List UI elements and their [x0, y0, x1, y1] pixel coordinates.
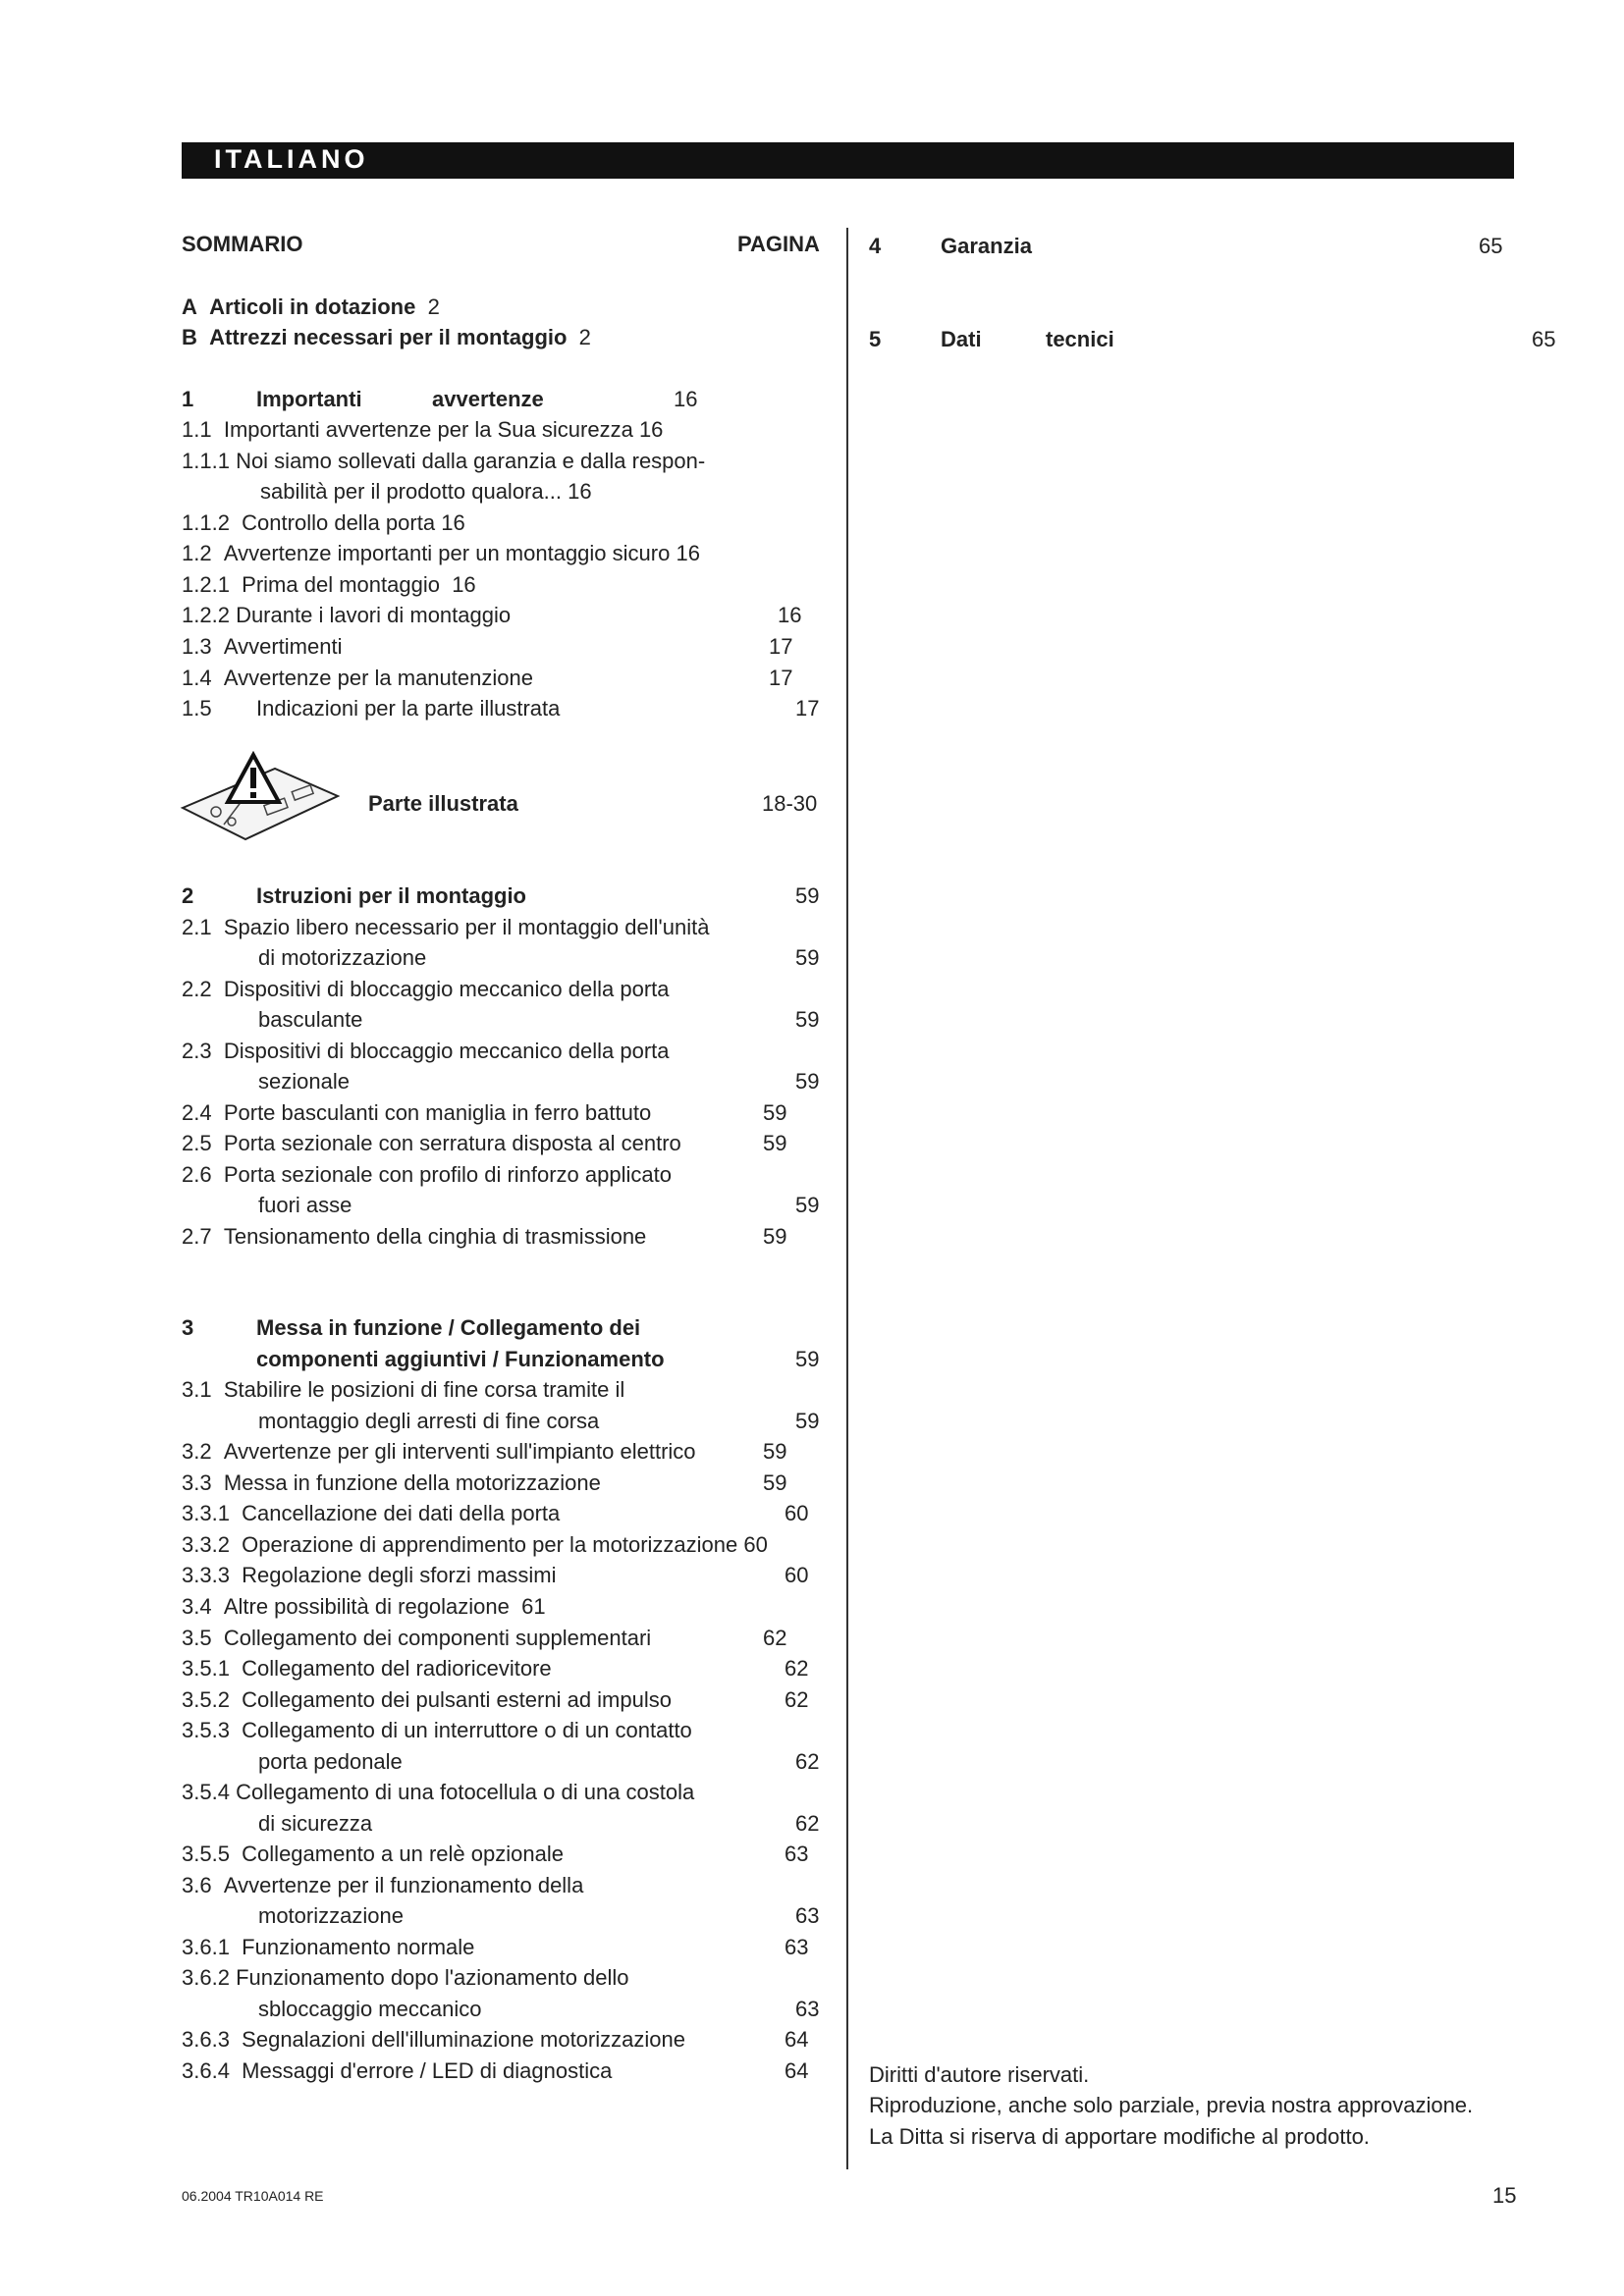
- toc-entry: 3.3 Messa in funzione della motorizzazione: [182, 1470, 601, 1495]
- page-column-heading: PAGINA: [737, 232, 820, 256]
- toc-page: 59: [795, 1409, 820, 1433]
- toc-entry: 2.7 Tensionamento della cinghia di trasmissione: [182, 1224, 647, 1249]
- toc-section-number: 2: [182, 883, 194, 908]
- toc-page: 63: [795, 1997, 820, 2021]
- toc-page: 59: [763, 1100, 787, 1125]
- toc-entry-cont: fuori asse: [258, 1193, 352, 1217]
- toc-page: 59: [763, 1439, 787, 1464]
- toc-entry: 3.5.1 Collegamento del radioricevitore: [182, 1656, 552, 1681]
- toc-page: 59: [795, 883, 820, 908]
- toc-entry: 3.6.1 Funzionamento normale: [182, 1935, 475, 1959]
- toc-entry: 3.4 Altre possibilità di regolazione 61: [182, 1594, 546, 1619]
- toc-entry: 3.3.3 Regolazione degli sforzi massimi: [182, 1563, 557, 1587]
- toc-entry: 3.5.2 Collegamento dei pulsanti esterni ad impulso: [182, 1687, 672, 1712]
- toc-entry: 2.5 Porta sezionale con serratura disposta al centro: [182, 1131, 681, 1155]
- toc-section-title-cont: tecnici: [1046, 327, 1114, 351]
- toc-entry: 2.4 Porte basculanti con maniglia in ferro battuto: [182, 1100, 652, 1125]
- toc-page: 59: [795, 1347, 820, 1371]
- toc-entry: 1.2.2 Durante i lavori di montaggio: [182, 603, 512, 627]
- language-banner: [182, 142, 1514, 179]
- toc-entry: 3.6 Avvertenze per il funzionamento della: [182, 1873, 584, 1897]
- toc-page: 62: [763, 1626, 787, 1650]
- toc-section-number: 1: [182, 387, 194, 411]
- toc-page: 18-30: [762, 791, 818, 816]
- toc-page: 59: [795, 1007, 820, 1032]
- toc-entry: 3.5 Collegamento dei componenti supplementari: [182, 1626, 652, 1650]
- copyright-line: Riproduzione, anche solo parziale, previa nostra approvazione.: [869, 2093, 1474, 2117]
- toc-page: 65: [1479, 234, 1503, 258]
- toc-page: 17: [769, 666, 793, 690]
- toc-page: 59: [795, 1069, 820, 1094]
- toc-entry-title: Indicazioni per la parte illustrata: [256, 696, 561, 721]
- toc-page: 16: [674, 387, 698, 411]
- toc-entry: 1.2.1 Prima del montaggio 16: [182, 572, 476, 597]
- toc-page: 62: [785, 1656, 809, 1681]
- toc-entry-number: 1.5: [182, 696, 212, 721]
- toc-entry: 2.2 Dispositivi di bloccaggio meccanico della porta: [182, 977, 670, 1001]
- toc-page: 62: [795, 1749, 820, 1774]
- toc-entry: 3.3.2 Operazione di apprendimento per la motorizzazione 60: [182, 1532, 768, 1557]
- toc-entry-cont: motorizzazione: [258, 1903, 404, 1928]
- toc-page: 63: [785, 1842, 809, 1866]
- toc-entry: 1.4 Avvertenze per la manutenzione: [182, 666, 533, 690]
- toc-entry: 2.1 Spazio libero necessario per il montaggio dell'unità: [182, 915, 710, 939]
- toc-entry: 2.3 Dispositivi di bloccaggio meccanico della porta: [182, 1039, 670, 1063]
- document-code: 06.2004 TR10A014 RE: [182, 2188, 324, 2204]
- toc-page: 17: [795, 696, 820, 721]
- copyright-line: Diritti d'autore riservati.: [869, 2062, 1090, 2087]
- toc-section-title-cont: avvertenze: [432, 387, 544, 411]
- warning-manual-icon: [177, 751, 344, 845]
- toc-entry: 3.5.5 Collegamento a un relè opzionale: [182, 1842, 564, 1866]
- toc-section-number: 5: [869, 327, 882, 351]
- toc-page: 62: [795, 1811, 820, 1836]
- summary-heading: SOMMARIO: [182, 232, 303, 256]
- toc-page: 63: [795, 1903, 820, 1928]
- toc-entry-cont: sezionale: [258, 1069, 350, 1094]
- copyright-line: La Ditta si riserva di apportare modifiche al prodotto.: [869, 2124, 1370, 2149]
- toc-entry-cont: sabilità per il prodotto qualora... 16: [260, 479, 592, 504]
- toc-entry: B Attrezzi necessari per il montaggio 2: [182, 325, 591, 349]
- toc-entry: 3.3.1 Cancellazione dei dati della porta: [182, 1501, 561, 1525]
- language-label: ITALIANO: [214, 144, 369, 174]
- illustrated-part-title: Parte illustrata: [368, 791, 518, 816]
- toc-page: 63: [785, 1935, 809, 1959]
- toc-entry-cont: basculante: [258, 1007, 363, 1032]
- toc-page: 59: [763, 1131, 787, 1155]
- toc-page: 60: [785, 1563, 809, 1587]
- page-number: 15: [1492, 2183, 1517, 2208]
- toc-section-number: 4: [869, 234, 882, 258]
- toc-entry: 3.2 Avvertenze per gli interventi sull'impianto elettrico: [182, 1439, 696, 1464]
- toc-entry: 1.2 Avvertenze importanti per un montaggio sicuro 16: [182, 541, 700, 565]
- toc-entry: 3.6.2 Funzionamento dopo l'azionamento dello: [182, 1965, 629, 1990]
- toc-page: 16: [778, 603, 802, 627]
- toc-entry: 1.1.2 Controllo della porta 16: [182, 510, 465, 535]
- toc-section-number: 3: [182, 1315, 194, 1340]
- toc-entry: A Articoli in dotazione 2: [182, 294, 440, 319]
- toc-entry: 1.1 Importanti avvertenze per la Sua sicurezza 16: [182, 417, 664, 442]
- toc-section-title: Importanti: [256, 387, 362, 411]
- toc-entry-cont: montaggio degli arresti di fine corsa: [258, 1409, 600, 1433]
- toc-entry: 3.6.3 Segnalazioni dell'illuminazione motorizzazione: [182, 2027, 685, 2052]
- toc-section-title: Istruzioni per il montaggio: [256, 883, 526, 908]
- column-divider: [846, 228, 848, 2169]
- toc-page: 64: [785, 2027, 809, 2052]
- toc-section-title: Garanzia: [941, 234, 1032, 258]
- toc-page: 59: [763, 1224, 787, 1249]
- toc-entry: 3.6.4 Messaggi d'errore / LED di diagnostica: [182, 2058, 613, 2083]
- toc-section-title: Dati: [941, 327, 982, 351]
- toc-page: 17: [769, 634, 793, 659]
- toc-page: 59: [795, 1193, 820, 1217]
- toc-entry: 1.1.1 Noi siamo sollevati dalla garanzia e dalla respon-: [182, 449, 706, 473]
- toc-entry: 1.3 Avvertimenti: [182, 634, 343, 659]
- toc-entry: 3.5.4 Collegamento di una fotocellula o di una costola: [182, 1780, 695, 1804]
- toc-entry: 2.6 Porta sezionale con profilo di rinforzo applicato: [182, 1162, 672, 1187]
- toc-page: 65: [1532, 327, 1556, 351]
- toc-section-title-cont: componenti aggiuntivi / Funzionamento: [256, 1347, 665, 1371]
- toc-page: 59: [795, 945, 820, 970]
- toc-entry-cont: porta pedonale: [258, 1749, 403, 1774]
- toc-page: 62: [785, 1687, 809, 1712]
- toc-entry-cont: di motorizzazione: [258, 945, 427, 970]
- toc-section-title: Messa in funzione / Collegamento dei: [256, 1315, 641, 1340]
- toc-entry: 3.5.3 Collegamento di un interruttore o di un contatto: [182, 1718, 692, 1742]
- toc-entry-cont: sbloccaggio meccanico: [258, 1997, 482, 2021]
- toc-entry-cont: di sicurezza: [258, 1811, 373, 1836]
- toc-page: 64: [785, 2058, 809, 2083]
- toc-page: 60: [785, 1501, 809, 1525]
- toc-entry: 3.1 Stabilire le posizioni di fine corsa tramite il: [182, 1377, 625, 1402]
- toc-page: 59: [763, 1470, 787, 1495]
